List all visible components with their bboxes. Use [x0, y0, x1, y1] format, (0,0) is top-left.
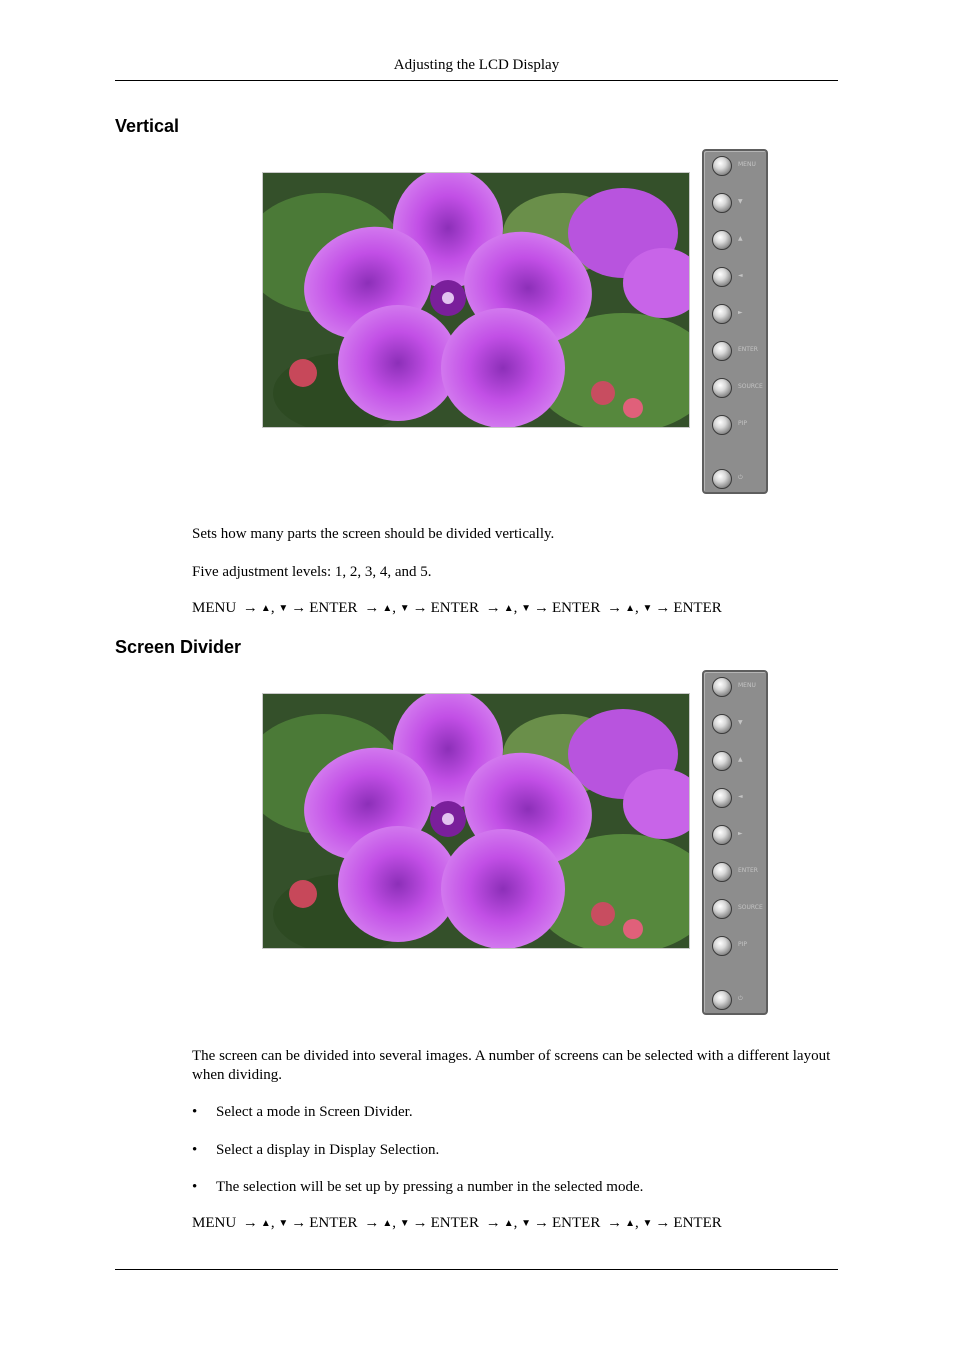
up-button-icon [712, 751, 732, 771]
panel-down-button[interactable] [712, 714, 768, 736]
down-arrow-icon: ▼ [642, 1218, 653, 1229]
left-button-icon [712, 788, 732, 808]
panel-button-label: SOURCE [738, 383, 763, 390]
up-arrow-icon: ▲ [625, 1218, 635, 1229]
panel-up-button[interactable] [712, 751, 768, 773]
nav-enter: ENTER [552, 600, 601, 616]
panel-button-label: ⏻ [738, 474, 743, 481]
nav-enter: ENTER [673, 600, 722, 616]
panel-button-label: SOURCE [738, 904, 763, 911]
panel-power-button[interactable] [712, 469, 768, 491]
nav-enter: ENTER [309, 1215, 358, 1231]
panel-source-button[interactable] [712, 899, 768, 921]
nav-arrow: → [242, 1215, 258, 1231]
flower-image [263, 173, 690, 428]
nav-arrow: → [291, 600, 307, 616]
up-button-icon [712, 230, 732, 250]
panel-up-button[interactable] [712, 230, 768, 252]
nav-comma: , [635, 600, 639, 616]
panel-source-button[interactable] [712, 378, 768, 400]
panel-button-label: ▼ [738, 198, 743, 205]
nav-arrow: → [412, 1215, 428, 1231]
page-header: Adjusting the LCD Display [393, 57, 560, 73]
up-arrow-icon: ▲ [625, 603, 635, 614]
nav-arrow: → [291, 1215, 307, 1231]
down-arrow-icon: ▼ [399, 603, 410, 614]
bullet-icon: • [192, 1104, 198, 1120]
nav-enter: ENTER [309, 600, 358, 616]
control-panel [702, 670, 768, 1015]
nav-comma: , [270, 600, 275, 616]
down-button-icon [712, 714, 732, 734]
screen-divider-menu-path [192, 1215, 722, 1232]
nav-arrow: → [607, 1215, 623, 1231]
nav-arrow: → [655, 1215, 671, 1231]
panel-right-button[interactable] [712, 825, 768, 847]
up-arrow-icon: ▲ [382, 603, 393, 614]
nav-comma: , [513, 1215, 518, 1231]
power-button-icon [712, 990, 732, 1010]
down-arrow-icon: ▼ [278, 603, 289, 614]
down-button-icon [712, 193, 732, 213]
panel-menu-button[interactable] [712, 156, 768, 178]
nav-enter: ENTER [430, 600, 479, 616]
panel-button-label: ENTER [738, 867, 758, 874]
header-rule [115, 80, 838, 81]
panel-button-label: ⏻ [738, 995, 743, 1002]
panel-button-label: ► [738, 830, 743, 837]
panel-down-button[interactable] [712, 193, 768, 215]
enter-button-icon [712, 862, 732, 882]
nav-enter: ENTER [673, 1215, 722, 1231]
panel-enter-button[interactable] [712, 341, 768, 363]
nav-arrow: → [485, 600, 501, 616]
panel-enter-button[interactable] [712, 862, 768, 884]
down-arrow-icon: ▼ [642, 603, 653, 614]
panel-button-label: PIP [738, 420, 748, 427]
vertical-description: Sets how many parts the screen should be divided vertically. [192, 526, 555, 542]
control-panel [702, 149, 768, 494]
panel-left-button[interactable] [712, 788, 768, 810]
section-heading-vertical: Vertical [115, 116, 180, 136]
nav-arrow: → [607, 600, 623, 616]
nav-comma: , [270, 1215, 275, 1231]
panel-button-label: ▲ [738, 235, 743, 242]
up-arrow-icon: ▲ [382, 1218, 393, 1229]
nav-arrow: → [485, 1215, 501, 1231]
nav-arrow: → [364, 600, 380, 616]
up-arrow-icon: ▲ [260, 603, 271, 614]
bullet-icon: • [192, 1142, 198, 1158]
screen-divider-description: The screen can be divided into several images. A number of screens can be selected with a different layout when dividing. [192, 1048, 831, 1083]
nav-arrow: → [534, 600, 550, 616]
bullet-text: Select a display in Display Selection. [216, 1142, 440, 1158]
panel-button-label: ◄ [738, 272, 743, 279]
down-arrow-icon: ▼ [399, 1218, 410, 1229]
nav-arrow: → [534, 1215, 550, 1231]
up-arrow-icon: ▲ [260, 1218, 271, 1229]
down-arrow-icon: ▼ [521, 603, 532, 614]
panel-pip-button[interactable] [712, 936, 768, 958]
bullet-text: Select a mode in Screen Divider. [216, 1104, 413, 1120]
nav-arrow: → [242, 600, 258, 616]
bullet-text: The selection will be set up by pressing a number in the selected mode. [216, 1179, 644, 1195]
panel-button-label: MENU [738, 682, 756, 689]
panel-button-label: ► [738, 309, 743, 316]
pip-button-icon [712, 936, 732, 956]
left-button-icon [712, 267, 732, 287]
menu-button-icon [712, 156, 732, 176]
panel-button-label: ▲ [738, 756, 743, 763]
panel-left-button[interactable] [712, 267, 768, 289]
nav-menu: MENU [192, 600, 237, 616]
panel-menu-button[interactable] [712, 677, 768, 699]
nav-arrow: → [364, 1215, 380, 1231]
section-heading-screen-divider: Screen Divider [115, 637, 242, 657]
vertical-levels: Five adjustment levels: 1, 2, 3, 4, and 5. [192, 564, 432, 580]
panel-button-label: ENTER [738, 346, 758, 353]
panel-pip-button[interactable] [712, 415, 768, 437]
nav-arrow: → [412, 600, 428, 616]
down-arrow-icon: ▼ [278, 1218, 289, 1229]
power-button-icon [712, 469, 732, 489]
panel-button-label: MENU [738, 161, 756, 168]
bullet-icon: • [192, 1179, 198, 1195]
panel-power-button[interactable] [712, 990, 768, 1012]
nav-menu: MENU [192, 1215, 237, 1231]
nav-comma: , [392, 600, 396, 616]
nav-comma: , [392, 1215, 396, 1231]
enter-button-icon [712, 341, 732, 361]
right-button-icon [712, 825, 732, 845]
nav-enter: ENTER [430, 1215, 479, 1231]
right-button-icon [712, 304, 732, 324]
panel-right-button[interactable] [712, 304, 768, 326]
pip-button-icon [712, 415, 732, 435]
nav-arrow: → [655, 600, 671, 616]
up-arrow-icon: ▲ [503, 603, 514, 614]
panel-button-label: ▼ [738, 719, 743, 726]
panel-button-label: PIP [738, 941, 748, 948]
flower-photo [262, 693, 690, 949]
footer-rule [115, 1269, 838, 1270]
nav-comma: , [635, 1215, 639, 1231]
down-arrow-icon: ▼ [521, 1218, 532, 1229]
nav-enter: ENTER [552, 1215, 601, 1231]
source-button-icon [712, 378, 732, 398]
up-arrow-icon: ▲ [503, 1218, 514, 1229]
flower-photo [262, 172, 690, 428]
source-button-icon [712, 899, 732, 919]
menu-button-icon [712, 677, 732, 697]
flower-image [263, 694, 690, 949]
nav-comma: , [513, 600, 518, 616]
panel-button-label: ◄ [738, 793, 743, 800]
vertical-menu-path [192, 600, 722, 617]
